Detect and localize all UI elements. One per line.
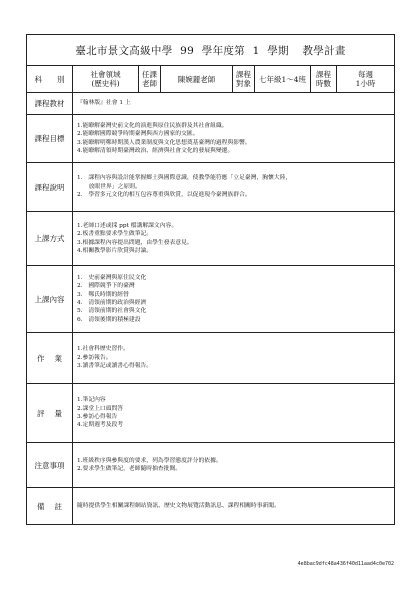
grading-row (27, 384, 395, 443)
semester-number: 1 (252, 44, 260, 57)
target-label: 課程 對象 (233, 66, 255, 93)
remarks-row (27, 488, 395, 525)
textbook-row (27, 93, 395, 115)
info-row (27, 66, 395, 93)
homework-label: 作業 (27, 333, 73, 384)
target-value: 七年級1～4班 (255, 66, 311, 93)
content-content: 1. 史前臺灣與原住民文化 2. 國際競爭下的臺灣 3. 鄭氏時期的經營 4. 清領前期的政治與經濟 5. 清領前期的社會與文化 6. 清領後期的積極建設 (73, 266, 395, 333)
goals-content: 1.能瞭解臺灣史前文化的演進與原住民族群及其社會組織。 2.能瞭解國際競爭時期臺灣與西方國家的交匯。 3.能瞭解明鄭時期漢人農業制度與文化思想奠基臺灣的過程與影響。 4.能瞭解清領時期臺灣政治、經濟與社會文化的發展與變遷。 (73, 115, 395, 163)
content-row (27, 266, 395, 333)
academic-year: 99 (180, 44, 195, 57)
textbook-content: 『翰林版』社會 1 上 (73, 93, 395, 115)
teaching-plan-page (26, 34, 394, 525)
semester-suffix: 學期 (267, 44, 289, 57)
goals-label: 課程目標 (27, 115, 73, 163)
teacher-value: 陳婉麗老師 (161, 66, 233, 93)
teaching-plan-table (26, 34, 395, 525)
subject-value: 社會領域 (歷史科) (73, 66, 139, 93)
remarks-label: 備註 (27, 488, 73, 525)
title-row (27, 35, 395, 66)
teacher-label: 任課 老師 (139, 66, 161, 93)
notes-label: 注意事項 (27, 443, 73, 488)
description-label: 課程說明 (27, 163, 73, 212)
homework-content: 1.社會科歷史習作。 2.參訪報告。 3.讀書筆記或讀書心得報告。 (73, 333, 395, 384)
method-label: 上課方式 (27, 212, 73, 266)
hours-value: 每週 1小時 (337, 66, 395, 93)
page-title (27, 35, 395, 66)
goals-row (27, 115, 395, 163)
description-content: 1. 課程內容與設計能掌握鄉土與國際意識，使教學能符應「立足臺灣，胸懷大陸， 放眼世界」之原則。 2. 學習多元文化的相互包容尊重與欣賞，以促進現今臺灣族群合。 (73, 163, 395, 212)
hours-label: 課程 時數 (311, 66, 337, 93)
grading-label: 評量 (27, 384, 73, 443)
description-row (27, 163, 395, 212)
content-label: 上課內容 (27, 266, 73, 333)
textbook-label: 課程教材 (27, 93, 73, 115)
grading-content: 1.筆記內容 2.課堂上口頭問答 3.參訪心得報告 4.定期週考及段考 (73, 384, 395, 443)
remarks-content: 隨時提供學生相關課程網站資訊、歷史文物展覽活動訊息、課程相關時事新聞。 (73, 488, 395, 525)
notes-content: 1.班級秩序與參與度的要求，列為學習態度評分的依據。 2.要求學生做筆記，老師隨時抽查批閱。 (73, 443, 395, 488)
plan-title: 教學計畫 (302, 44, 346, 57)
method-row (27, 212, 395, 266)
homework-row (27, 333, 395, 384)
year-suffix: 學年度第 (201, 44, 245, 57)
school-name: 臺北市景文高級中學 (75, 44, 173, 57)
document-hash: 4e8bac9dfc48a436f40d11aad4c0e702 (297, 561, 394, 567)
subject-label: 科 別 (27, 66, 73, 93)
method-content: 1.老師口述或採 ppt 檔講解課文內容。 2.板書重點要求學生做筆記。 3.根據課程內容提出問題，由學生發表意見。 4.相關教學影片欣賞與討論。 (73, 212, 395, 266)
notes-row (27, 443, 395, 488)
